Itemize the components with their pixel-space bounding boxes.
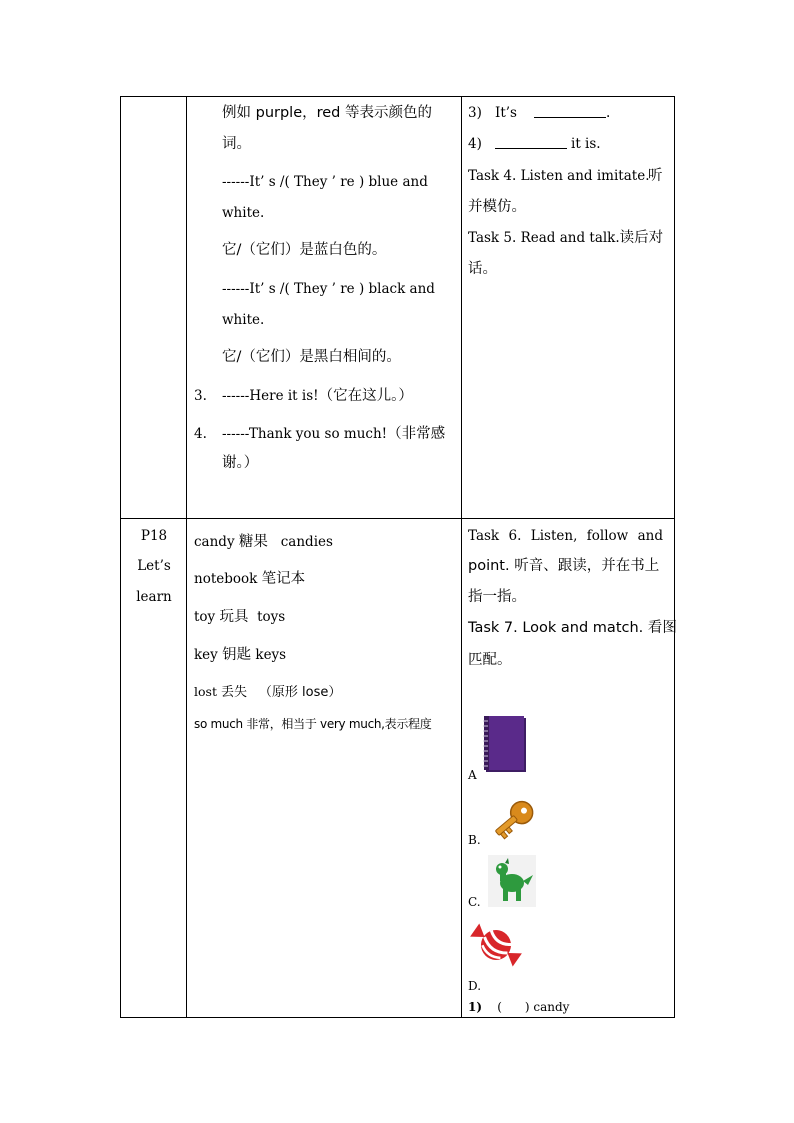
question-number: 3) [468, 105, 482, 121]
explanation-line: 词。 [222, 136, 251, 152]
table-row [121, 519, 675, 1018]
vocab-en: notebook [194, 571, 258, 587]
table-row [121, 97, 675, 519]
page-reference: P18 [140, 528, 168, 544]
example-sentence: ------It’ s /( They ’ re ) blue and [222, 174, 428, 190]
option-label: C. [468, 895, 481, 909]
vocab-item [194, 570, 305, 588]
task-chinese: 并模仿。 [468, 199, 526, 215]
vocab-extra: toys [257, 609, 286, 625]
question-text: it is. [571, 136, 601, 152]
task-word: and [637, 528, 663, 544]
vocab-en: key [194, 647, 218, 663]
task-5 [468, 229, 663, 247]
item-english: ------Here it is! [222, 388, 319, 404]
row2-col2 [187, 519, 462, 1018]
item-english: ------Thank you so much! [222, 426, 388, 442]
section-title: Let’s [137, 558, 171, 574]
option-label: D. [468, 979, 482, 993]
task-word: 6. [508, 528, 522, 544]
task-6-line: 指一指。 [468, 589, 526, 605]
row2-col3 [462, 519, 675, 1018]
item-chinese: （它在这儿。） [318, 388, 413, 404]
vocab-extra: keys [255, 647, 287, 663]
vocab-zh: 糖果 [238, 534, 268, 550]
vocab-extra: candies [280, 534, 333, 550]
vocab-item [194, 683, 341, 702]
task-6-line: point. 听音、跟读，并在书上 [468, 558, 660, 574]
task-chinese: 读后对 [619, 230, 664, 246]
task-7-line: Task 7. Look and match. 看图 [468, 620, 677, 636]
question-end: . [606, 105, 611, 121]
match-number: 1) [468, 1000, 483, 1014]
explanation-line: 例如 purple，red 等表示颜色的 [222, 105, 432, 121]
match-blank: ( ) [497, 1000, 530, 1014]
task-english: Task 4. Listen and imitate. [468, 168, 650, 184]
list-item-continued: 谢。） [222, 455, 259, 471]
task-word: Listen, [530, 528, 578, 544]
vocab-zh: 笔记本 [261, 571, 306, 587]
list-number: 4. [194, 426, 207, 442]
question-number: 4) [468, 136, 482, 152]
notebook-image [482, 715, 528, 773]
key-image [486, 791, 542, 847]
example-sentence: white. [222, 312, 265, 328]
vocab-extra: （原形 lose） [258, 685, 342, 700]
task-chinese: 听 [648, 168, 663, 184]
toy-image [488, 855, 536, 907]
row1-col1 [121, 97, 187, 519]
row1-col3 [462, 97, 675, 519]
answer-blank [534, 105, 606, 118]
option-label: A [468, 768, 477, 782]
vocab-item [194, 646, 286, 664]
vocab-en: lost [194, 684, 217, 699]
answer-blank [495, 136, 567, 149]
list-number: 3. [194, 388, 207, 404]
task-english: Task 5. Read and talk. [468, 230, 620, 246]
option-label: B. [468, 833, 481, 847]
translation-line: 它/（它们）是黑白相间的。 [222, 349, 401, 365]
section-title: learn [136, 589, 172, 605]
vocab-zh: 玩具 [219, 609, 249, 625]
task-6 [468, 527, 663, 545]
item-chinese: （非常感 [387, 426, 446, 442]
match-word: candy [533, 1000, 570, 1014]
task-4 [468, 167, 649, 185]
vocab-zh: 丢失 [220, 685, 247, 700]
task-7-line: 匹配。 [468, 652, 512, 668]
example-sentence: white. [222, 205, 265, 221]
usage-note: so much 非常，相当于 very much,表示程度 [194, 717, 432, 731]
task-chinese: 话。 [468, 261, 497, 277]
question-text: It’s [495, 105, 517, 121]
row1-col2 [187, 97, 462, 519]
match-item [468, 998, 569, 1016]
translation-line: 它/（它们）是蓝白色的。 [222, 242, 387, 258]
vocab-item [194, 533, 333, 551]
row2-col1 [121, 519, 187, 1018]
lesson-table [120, 96, 675, 1018]
vocab-item [194, 608, 285, 626]
list-item [222, 425, 445, 443]
task-word: follow [586, 528, 629, 544]
task-word: Task [468, 528, 500, 544]
example-sentence: ------It’ s /( They ’ re ) black and [222, 281, 435, 297]
vocab-en: toy [194, 609, 216, 625]
list-item [222, 387, 413, 405]
candy-image [466, 915, 526, 975]
vocab-zh: 钥匙 [222, 647, 252, 663]
vocab-en: candy [194, 534, 235, 550]
